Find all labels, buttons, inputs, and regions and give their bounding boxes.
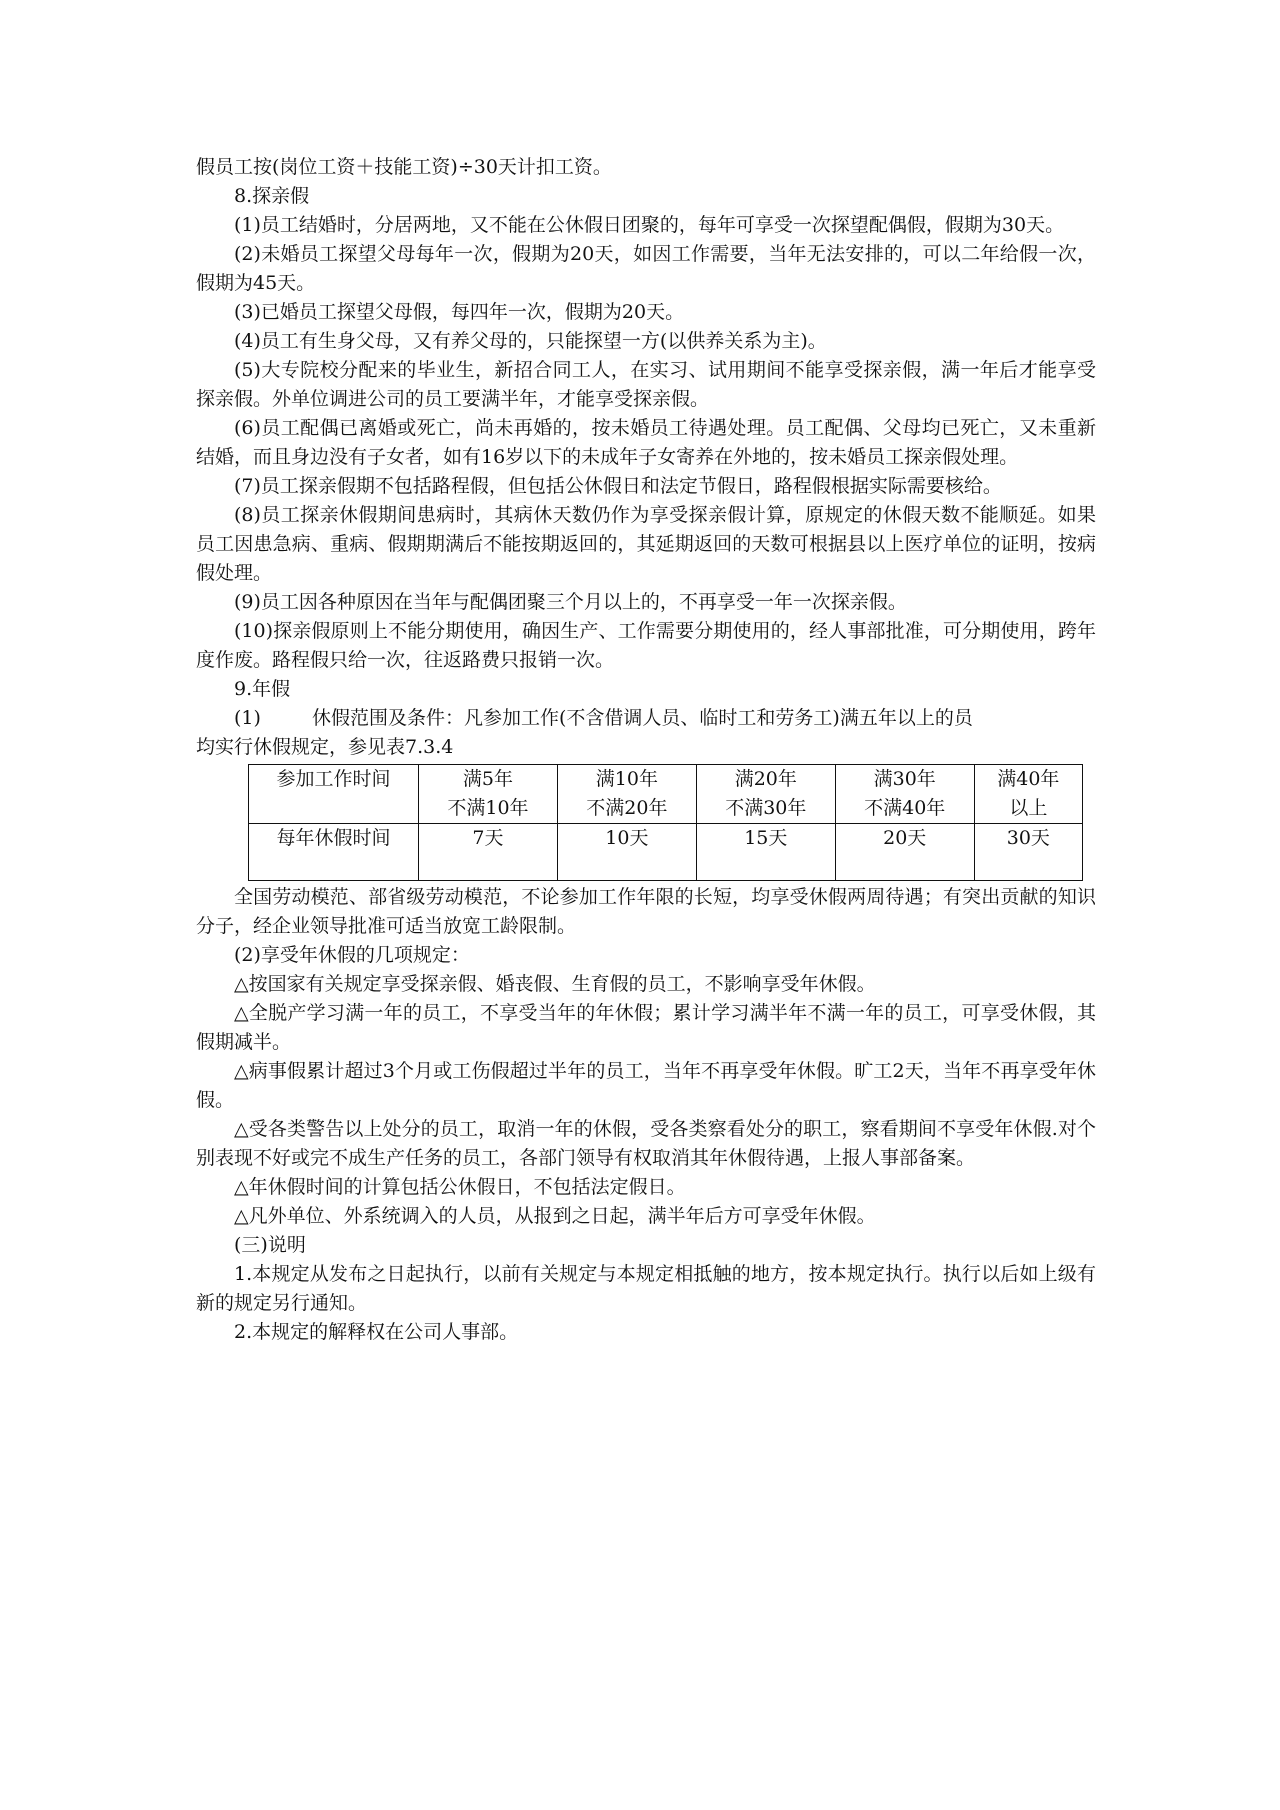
paragraph-home-leave-10: (10)探亲假原则上不能分期使用，确因生产、工作需要分期使用的，经人事部批准，可分期使用，跨年度作废。路程假只给一次，往返路费只报销一次。 (196, 620, 1096, 671)
table-cell-days: 15天 (696, 824, 835, 881)
range-line1: 满5年 (462, 768, 513, 790)
paragraph-home-leave-7: (7)员工探亲假期不包括路程假，但包括公休假日和法定节假日，路程假根据实际需要核给。 (234, 475, 1002, 497)
table-row-leave-days (249, 824, 1083, 881)
paragraph-continuation: 假员工按(岗位工资＋技能工资)÷30天计扣工资。 (196, 156, 612, 178)
table-cell-days: 30天 (974, 824, 1082, 881)
paragraph-rule-4: △受各类警告以上处分的员工，取消一年的休假，受各类察看处分的职工，察看期间不享受年休假.对个别表现不好或完不成生产任务的员工，各部门领导有权取消其年休假待遇，上报人事部备案。 (196, 1118, 1096, 1169)
table-cell-days: 10天 (557, 824, 696, 881)
paragraph-home-leave-1: (1)员工结婚时，分居两地，又不能在公休假日团聚的，每年可享受一次探望配偶假，假期为30天。 (234, 214, 1065, 236)
section-heading-notes: (三)说明 (234, 1234, 306, 1256)
table-cell-days: 7天 (419, 824, 558, 881)
range-line2: 不满10年 (447, 797, 529, 819)
range-line2: 不满20年 (586, 797, 668, 819)
document-body (196, 153, 1096, 1347)
paragraph-home-leave-3: (3)已婚员工探望父母假，每四年一次，假期为20天。 (234, 301, 685, 323)
range-line1: 满30年 (873, 768, 936, 790)
paragraph-home-leave-5: (5)大专院校分配来的毕业生，新招合同工人，在实习、试用期间不能享受探亲假，满一年后才能享受探亲假。外单位调进公司的员工要满半年，才能享受探亲假。 (196, 359, 1096, 410)
table-cell-days: 20天 (835, 824, 974, 881)
range-line1: 满20年 (734, 768, 797, 790)
range-line1: 满10年 (595, 768, 658, 790)
paragraph-rule-3: △病事假累计超过3个月或工伤假超过半年的员工，当年不再享受年休假。旷工2天，当年不再享受年休假。 (196, 1060, 1096, 1111)
table-cell-range (557, 765, 696, 824)
table-row-service-years (249, 765, 1083, 824)
section-heading-annual-leave: 9.年假 (234, 678, 291, 700)
paragraph-rule-1: △按国家有关规定享受探亲假、婚丧假、生育假的员工，不影响享受年休假。 (234, 973, 876, 995)
list-number: (1) (234, 707, 261, 729)
paragraph-note-1: 1.本规定从发布之日起执行，以前有关规定与本规定相抵触的地方，按本规定执行。执行以后如上级有新的规定另行通知。 (196, 1263, 1096, 1314)
table-cell-range (974, 765, 1082, 824)
paragraph-home-leave-8: (8)员工探亲休假期间患病时，其病休天数仍作为享受探亲假计算，原规定的休假天数不能顺延。如果员工因患急病、重病、假期期满后不能按期返回的，其延期返回的天数可根据县以上医疗单位的证明，按病假处理。 (196, 504, 1096, 584)
range-line2: 不满30年 (725, 797, 807, 819)
table-row-label: 每年休假时间 (249, 824, 419, 881)
table-cell-range (419, 765, 558, 824)
annual-leave-table (248, 764, 1083, 881)
annual-leave-item-1 (196, 704, 1096, 733)
paragraph-home-leave-6: (6)员工配偶已离婚或死亡，尚未再婚的，按未婚员工待遇处理。员工配偶、父母均已死亡，又未重新结婚，而且身边没有子女者，如有16岁以下的未成年子女寄养在外地的，按未婚员工探亲假处理。 (196, 417, 1096, 468)
paragraph-rule-5: △年休假时间的计算包括公休假日，不包括法定假日。 (234, 1176, 686, 1198)
list-text: 休假范围及条件：凡参加工作(不含借调人员、临时工和劳务工)满五年以上的员 (312, 707, 973, 729)
range-line2: 以上 (1009, 797, 1048, 819)
table-cell-range (835, 765, 974, 824)
paragraph-home-leave-4: (4)员工有生身父母，又有养父母的，只能探望一方(以供养关系为主)。 (234, 330, 827, 352)
range-line2: 不满40年 (864, 797, 946, 819)
table-header-label: 参加工作时间 (249, 765, 419, 824)
table-cell-range (696, 765, 835, 824)
section-heading-home-leave: 8.探亲假 (234, 185, 310, 207)
paragraph-model-workers: 全国劳动模范、部省级劳动模范，不论参加工作年限的长短，均享受休假两周待遇；有突出贡献的知识分子，经企业领导批准可适当放宽工龄限制。 (196, 886, 1096, 937)
paragraph-rule-2: △全脱产学习满一年的员工，不享受当年的年休假；累计学习满半年不满一年的员工，可享受休假，其假期减半。 (196, 1002, 1096, 1053)
paragraph-home-leave-9: (9)员工因各种原因在当年与配偶团聚三个月以上的，不再享受一年一次探亲假。 (234, 591, 907, 613)
paragraph-annual-rules-heading: (2)享受年休假的几项规定： (234, 944, 470, 966)
paragraph-note-2: 2.本规定的解释权在公司人事部。 (234, 1321, 519, 1343)
paragraph-rule-6: △凡外单位、外系统调入的人员，从报到之日起，满半年后方可享受年休假。 (234, 1205, 876, 1227)
range-line1: 满40年 (997, 768, 1060, 790)
annual-leave-item-1-continuation: 均实行休假规定，参见表7.3.4 (196, 736, 454, 758)
paragraph-home-leave-2: (2)未婚员工探望父母每年一次，假期为20天，如因工作需要，当年无法安排的，可以二年给假一次，假期为45天。 (196, 243, 1096, 294)
